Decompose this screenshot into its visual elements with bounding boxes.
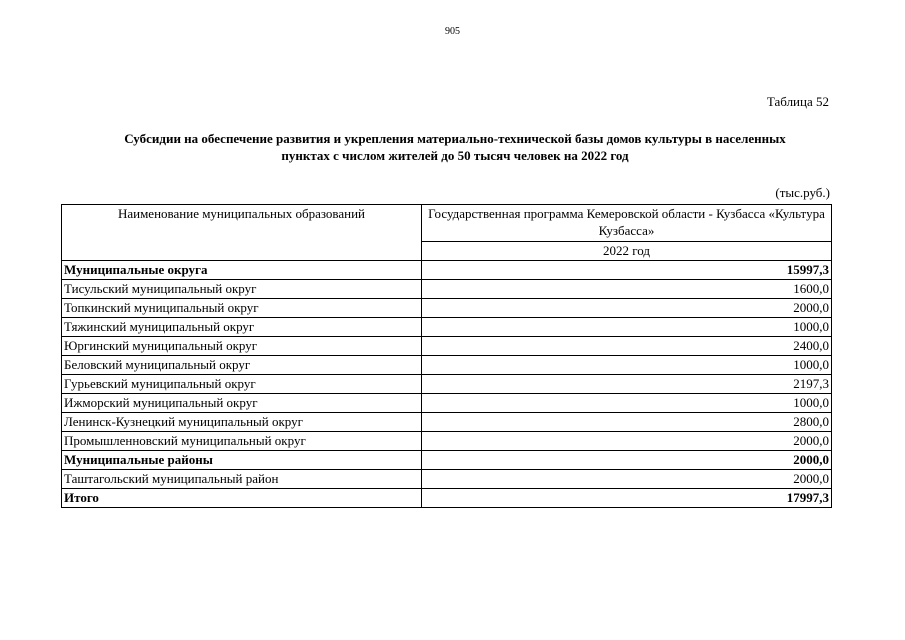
row-municipality-name: Ижморский муниципальный округ [62,394,422,413]
row-subsidy-value: 2197,3 [422,375,832,394]
document-title [60,130,850,164]
table-row [62,489,832,508]
subsidy-table [61,204,832,508]
table-row [62,318,832,337]
table-row [62,432,832,451]
row-subsidy-value: 17997,3 [422,489,832,508]
row-municipality-name: Промышленновский муниципальный округ [62,432,422,451]
table-row [62,280,832,299]
document-title-line-2: пунктах с числом жителей до 50 тысяч человек на 2022 год [281,148,629,163]
row-subsidy-value: 15997,3 [422,261,832,280]
table-row [62,375,832,394]
column-header-municipality: Наименование муниципальных образований [62,205,422,261]
row-municipality-name: Муниципальные округа [62,261,422,280]
table-label: Таблица 52 [766,94,829,109]
row-municipality-name: Ленинск-Кузнецкий муниципальный округ [62,413,422,432]
table-row [62,413,832,432]
row-subsidy-value: 1000,0 [422,318,832,337]
row-subsidy-value: 2800,0 [422,413,832,432]
row-municipality-name: Гурьевский муниципальный округ [62,375,422,394]
table-row [62,356,832,375]
row-subsidy-value: 1000,0 [422,356,832,375]
table-row [62,337,832,356]
row-subsidy-value: 2000,0 [422,299,832,318]
row-subsidy-value: 1600,0 [422,280,832,299]
row-municipality-name: Тяжинский муниципальный округ [62,318,422,337]
table-row [62,470,832,489]
units-label: (тыс.руб.) [775,185,830,200]
row-municipality-name: Топкинский муниципальный округ [62,299,422,318]
row-subsidy-value: 2000,0 [422,432,832,451]
page-number: 905 [445,26,460,37]
table-body [62,261,832,508]
column-header-program: Государственная программа Кемеровской области - Кузбасса «Культура Кузбасса» [422,205,832,242]
row-subsidy-value: 2000,0 [422,470,832,489]
row-municipality-name: Беловский муниципальный округ [62,356,422,375]
table-row [62,394,832,413]
row-municipality-name: Юргинский муниципальный округ [62,337,422,356]
row-municipality-name: Тисульский муниципальный округ [62,280,422,299]
table-row [62,299,832,318]
row-subsidy-value: 1000,0 [422,394,832,413]
column-header-year: 2022 год [422,242,832,261]
row-subsidy-value: 2400,0 [422,337,832,356]
table-row [62,451,832,470]
document-title-line-1: Субсидии на обеспечение развития и укрепления материально-технической базы домов культуры в населенных [124,131,786,146]
table-row [62,261,832,280]
row-municipality-name: Муниципальные районы [62,451,422,470]
row-subsidy-value: 2000,0 [422,451,832,470]
row-municipality-name: Итого [62,489,422,508]
row-municipality-name: Таштагольский муниципальный район [62,470,422,489]
